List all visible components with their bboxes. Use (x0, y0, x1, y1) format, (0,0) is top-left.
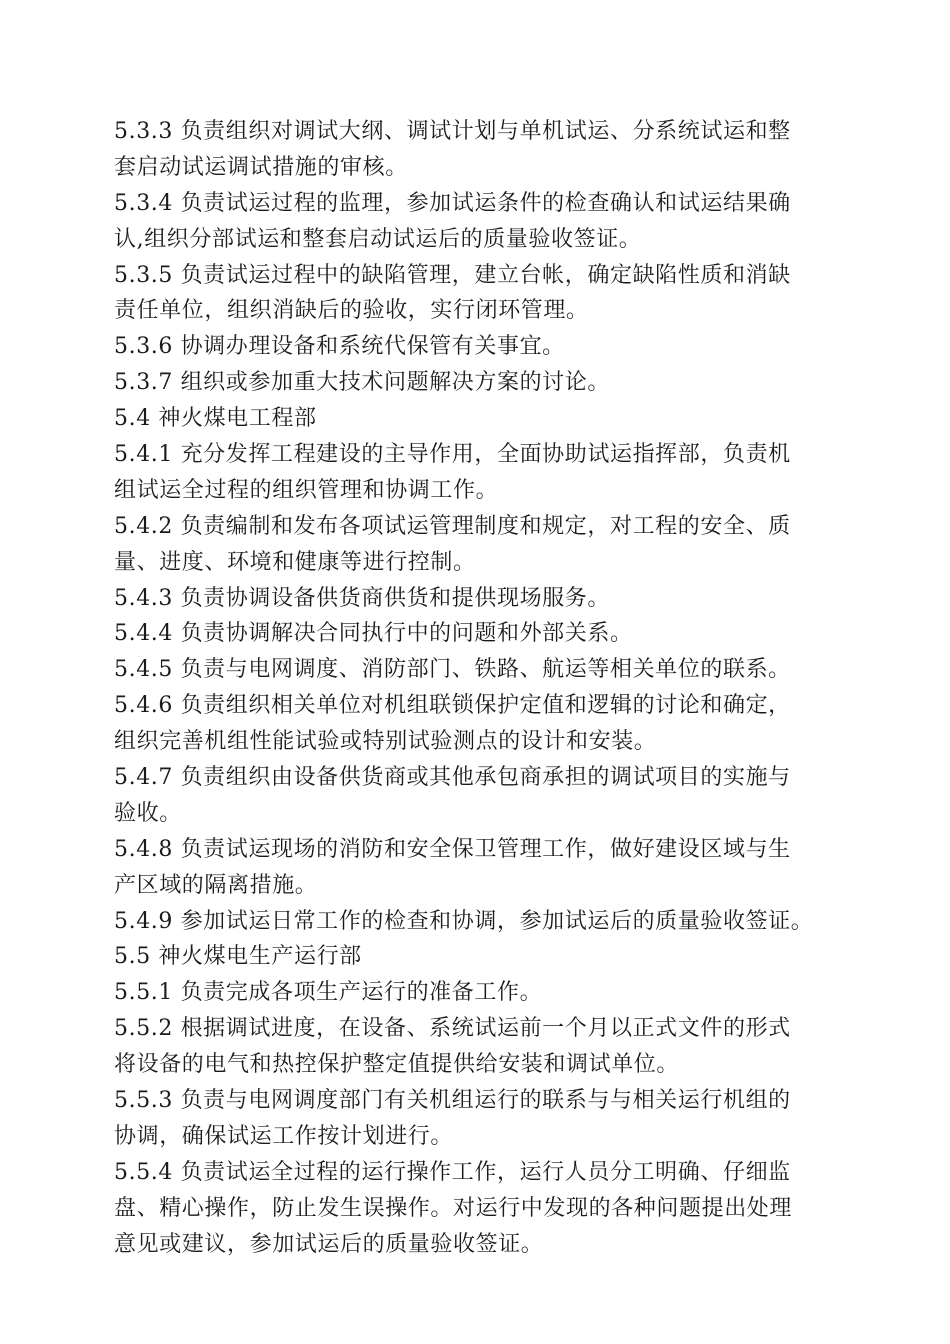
text-line: 套启动试运调试措施的审核。 (114, 154, 408, 180)
text-line: 5.5.1 负责完成各项生产运行的准备工作。 (114, 980, 543, 1006)
text-line: 5.4.5 负责与电网调度、消防部门、铁路、航运等相关单位的联系。 (114, 657, 791, 683)
text-line: 5.3.7 组织或参加重大技术问题解决方案的讨论。 (114, 370, 610, 396)
text-line: 5.4.8 负责试运现场的消防和安全保卫管理工作，做好建设区域与生 (114, 836, 791, 862)
text-line: 5.3.6 协调办理设备和系统代保管有关事宜。 (114, 334, 565, 360)
text-line: 意见或建议，参加试运后的质量验收签证。 (114, 1231, 544, 1257)
text-line: 5.4.9 参加试运日常工作的检查和协调，参加试运后的质量验收签证。 (114, 908, 814, 934)
text-line: 5.5.2 根据调试进度，在设备、系统试运前一个月以正式文件的形式 (114, 1016, 791, 1042)
document-body (114, 114, 844, 1263)
text-line: 5.3.5 负责试运过程中的缺陷管理，建立台帐，确定缺陷性质和消缺 (114, 262, 791, 288)
text-line: 5.4.1 充分发挥工程建设的主导作用，全面协助试运指挥部，负责机 (114, 442, 791, 468)
text-line: 5.3.3 负责组织对调试大纲、调试计划与单机试运、分系统试运和整 (114, 119, 791, 144)
text-line: 5.4.3 负责协调设备供货商供货和提供现场服务。 (114, 585, 610, 611)
text-line: 盘、精心操作，防止发生误操作。对运行中发现的各种问题提出处理 (114, 1195, 793, 1221)
text-line: 产区域的隔离措施。 (114, 872, 318, 898)
section-heading: 5.5 神火煤电生产运行部 (114, 944, 362, 970)
text-line: 5.4.6 负责组织相关单位对机组联锁保护定值和逻辑的讨论和确定， (114, 693, 791, 719)
text-line: 5.5.4 负责试运全过程的运行操作工作，运行人员分工明确、仔细监 (114, 1159, 791, 1185)
text-line: 验收。 (114, 800, 182, 826)
text-line: 量、进度、环境和健康等进行控制。 (114, 549, 476, 575)
text-line: 责任单位，组织消缺后的验收，实行闭环管理。 (114, 298, 589, 324)
text-line: 5.5.3 负责与电网调度部门有关机组运行的联系与与相关运行机组的 (114, 1088, 791, 1114)
text-line: 5.4.7 负责组织由设备供货商或其他承包商承担的调试项目的实施与 (114, 765, 791, 791)
section-heading: 5.4 神火煤电工程部 (114, 406, 317, 432)
text-line: 组织完善机组性能试验或特别试验测点的设计和安装。 (114, 729, 657, 755)
text-line: 协调，确保试运工作按计划进行。 (114, 1123, 454, 1149)
text-line: 组试运全过程的组织管理和协调工作。 (114, 477, 499, 503)
text-line: 认,组织分部试运和整套启动试运后的质量验收签证。 (114, 226, 642, 252)
text-line: 将设备的电气和热控保护整定值提供给安装和调试单位。 (114, 1052, 680, 1078)
text-line: 5.4.4 负责协调解决合同执行中的问题和外部关系。 (114, 621, 633, 647)
text-line: 5.4.2 负责编制和发布各项试运管理制度和规定，对工程的安全、质 (114, 513, 791, 539)
text-line: 5.3.4 负责试运过程的监理，参加试运条件的检查确认和试运结果确 (114, 190, 791, 216)
